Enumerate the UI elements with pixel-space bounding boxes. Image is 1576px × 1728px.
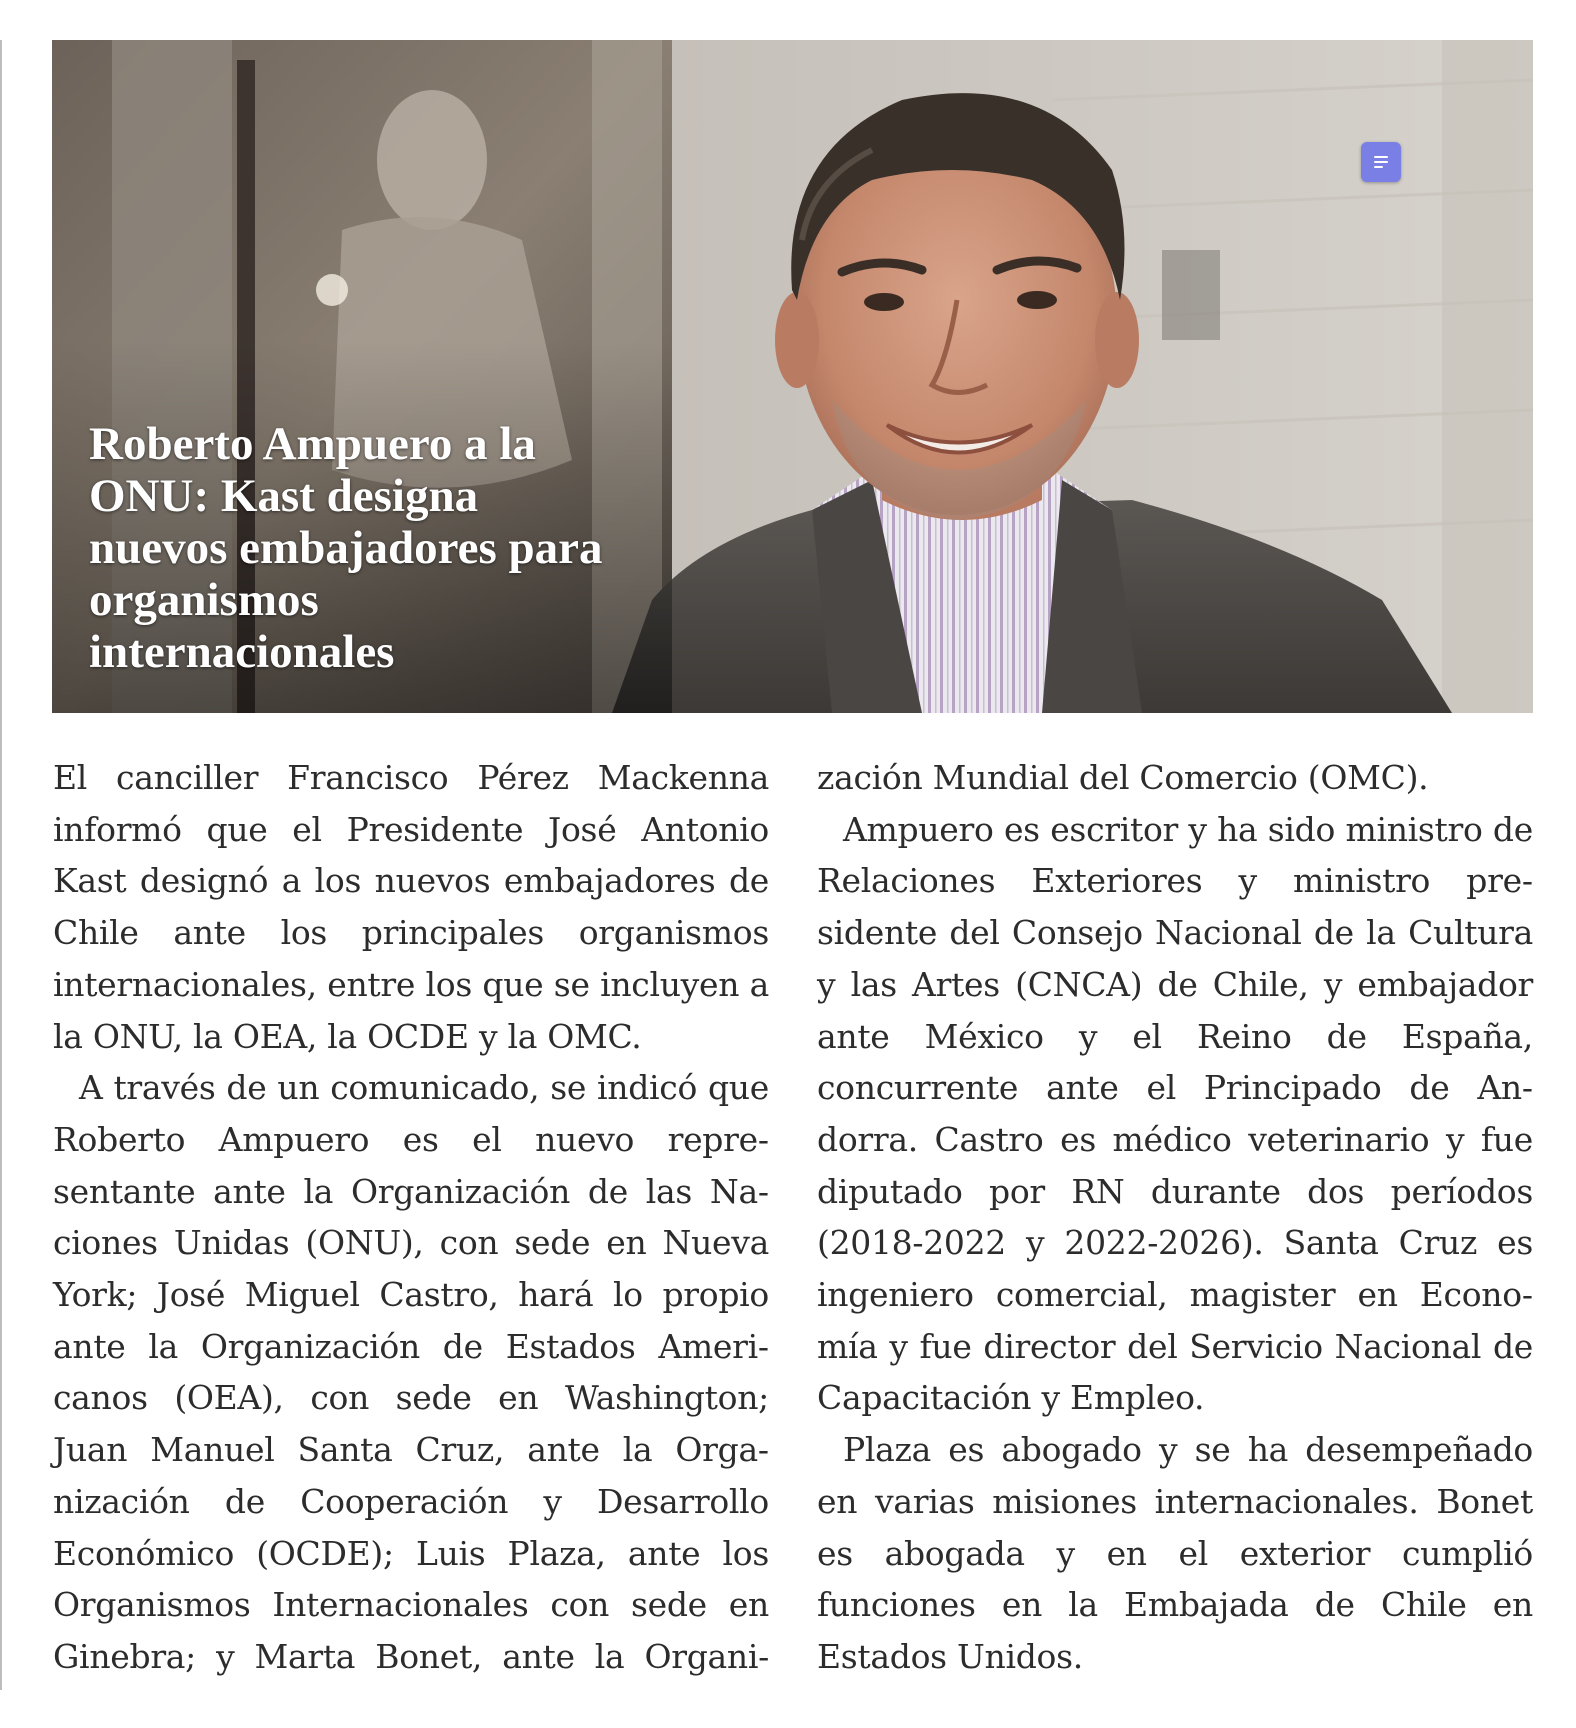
page-left-rule — [0, 40, 2, 1690]
article-paragraph: El canciller Francisco Pérez Mackenna informó que el Presidente José Antonio Kast designó a los nuevos embajadores de Chile ante los principales organismos internacionales, entre los que se incluyen a la ONU, la OEA, la OCDE y la OMC. — [53, 758, 769, 1056]
article-paragraph: A través de un comunicado, se indicó que Roberto Ampuero es el nuevo representante ante la Organización de las Naciones Unidas (ONU), con sede en Nueva York; José Miguel Castro, hará lo propio ante la Organización de Estados Americanos (OEA), con sede en Washington; Juan Manuel Santa Cruz, ante la Organización de Cooperación y Desarrollo Económico (OCDE); Luis Plaza, ante los Organismos Internacionales con sede en Ginebra; y Marta Bonet, ante la Organi- — [53, 1068, 769, 1676]
article-photo — [52, 40, 1533, 713]
document-badge-button[interactable] — [1361, 142, 1401, 182]
article-paragraph: Plaza es abogado y se ha desempeñado en varias misiones internacionales. Bonet es abogada y en el exterior cumplió funciones en la Embajada de Chile en Estados Unidos. — [817, 1430, 1533, 1676]
article-column-left — [53, 752, 769, 1683]
article-paragraph-continuation: zación Mundial del Comercio (OMC). — [817, 758, 1429, 797]
article-column-right — [817, 752, 1533, 1683]
document-icon — [1371, 152, 1391, 172]
article-paragraph: Ampuero es escritor y ha sido ministro de Relaciones Exteriores y ministro presidente del Consejo Nacional de la Cultura y las Artes (CNCA) de Chile, y embajador ante México y el Reino de España, concurrente ante el Principado de Andorra. Castro es médico veterinario y fue diputado por RN durante dos períodos (2018-2022 y 2022-2026). Santa Cruz es ingeniero comercial, magister en Economía y fue director del Servicio Nacional de Capacitación y Empleo. — [817, 809, 1533, 1418]
article-headline: Roberto Ampuero a la ONU: Kast designa nuevos embajadores para organismos internacionales — [89, 418, 603, 678]
